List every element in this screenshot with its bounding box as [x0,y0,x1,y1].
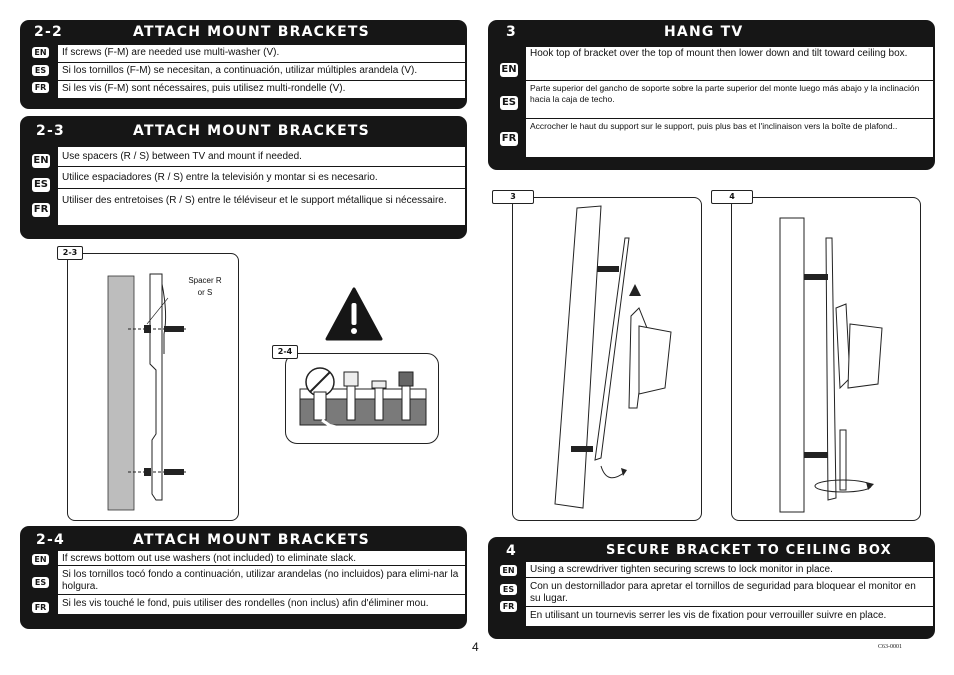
document-code: C63-0001 [878,644,902,650]
text-es: Utilice espaciadores (R / S) entre la televisión y montar si es necesario. [58,167,465,189]
lang-badge-en: EN [32,47,49,58]
text-en: Using a screwdriver tighten securing screws to lock monitor in place. [526,562,933,578]
section-number: 4 [506,543,517,559]
text-en: If screws (F-M) are needed use multi-washer (V). [58,45,465,63]
text-en: If screws bottom out use washers (not included) to eliminate slack. [58,551,465,566]
lang-badge-fr: FR [33,204,49,215]
section-title: SECURE BRACKET TO CEILING BOX [606,543,892,558]
lang-badge-es: ES [33,179,49,190]
panel-header [488,537,935,561]
panel-2-3 [20,116,467,239]
panel-header [488,20,935,44]
text-fr: Accrocher le haut du support sur le support, puis plus bas et l'inclinaison vers la boîte de plafond.. [530,121,898,131]
lang-badge-en: EN [32,554,49,565]
lang-badge-es: ES [500,584,517,595]
panel-header [20,526,467,550]
lang-badge-fr: FR [500,601,517,612]
text-fr: Si les vis touché le fond, puis utiliser des rondelles (non inclus) afin d'éliminer mou. [62,598,429,609]
figure-tag: 2-4 [272,345,298,359]
text-es: Con un destornillador para apretar el tornillos de seguridad para bloquear el monitor en su lugar. [526,578,933,607]
section-title: ATTACH MOUNT BRACKETS [133,24,370,40]
lang-badge-fr: FR [32,602,49,613]
secure-bracket-diagram [732,198,918,518]
lang-badge-es: ES [32,577,49,588]
text-es: Parte superior del gancho de soporte sobre la parte superior del monte luego más abajo y la inclinación hacia la caja de techo. [526,81,933,119]
figure-tag: 3 [492,190,534,204]
washer-diagram [286,354,436,441]
section-number: 3 [506,24,517,40]
figure-tag: 2-3 [57,246,83,260]
warning-icon [325,287,383,341]
lang-badge-fr: FR [501,133,517,144]
section-number: 2-4 [36,532,65,548]
section-title: ATTACH MOUNT BRACKETS [133,532,370,548]
lang-badge-es: ES [501,97,517,108]
section-number: 2-3 [36,123,65,139]
figure-tag: 4 [711,190,753,204]
panel-2-2 [20,20,467,109]
panel-header [20,117,467,141]
text-fr: En utilisant un tournevis serrer les vis de fixation pour verrouiller suivre en place. [530,610,887,621]
panel-2-4 [20,526,467,629]
section-title: ATTACH MOUNT BRACKETS [133,123,370,139]
text-fr: Utiliser des entretoises (R / S) entre le téléviseur et le support métallique si nécessaire. [62,195,447,206]
lang-badge-fr: FR [32,82,49,93]
lang-badge-en: EN [500,565,517,576]
section-title: HANG TV [664,24,744,40]
text-es: Si los tornillos (F-M) se necesitan, a continuación, utilizar múltiples arandela (V). [58,63,465,81]
section-number: 2-2 [34,24,63,40]
hang-tv-diagram [513,198,699,518]
spacer-callout: Spacer R or S [188,276,222,297]
text-es: Si los tornillos tocó fondo a continuación, utilizar arandelas (no incluidos) para elimi-nar la holgura. [58,566,465,595]
lang-badge-es: ES [32,65,49,76]
page-number: 4 [472,640,479,654]
panel-3 [488,20,935,170]
panel-4 [488,537,935,639]
text-en: Use spacers (R / S) between TV and mount if needed. [58,147,465,167]
text-en: Hook top of bracket over the top of mount then lower down and tilt toward ceiling box. [526,47,933,81]
text-fr: Si les vis (F-M) sont nécessaires, puis utilisez multi-rondelle (V). [62,83,346,94]
lang-badge-en: EN [501,64,517,75]
panel-header [20,20,467,44]
lang-badge-en: EN [33,155,49,166]
